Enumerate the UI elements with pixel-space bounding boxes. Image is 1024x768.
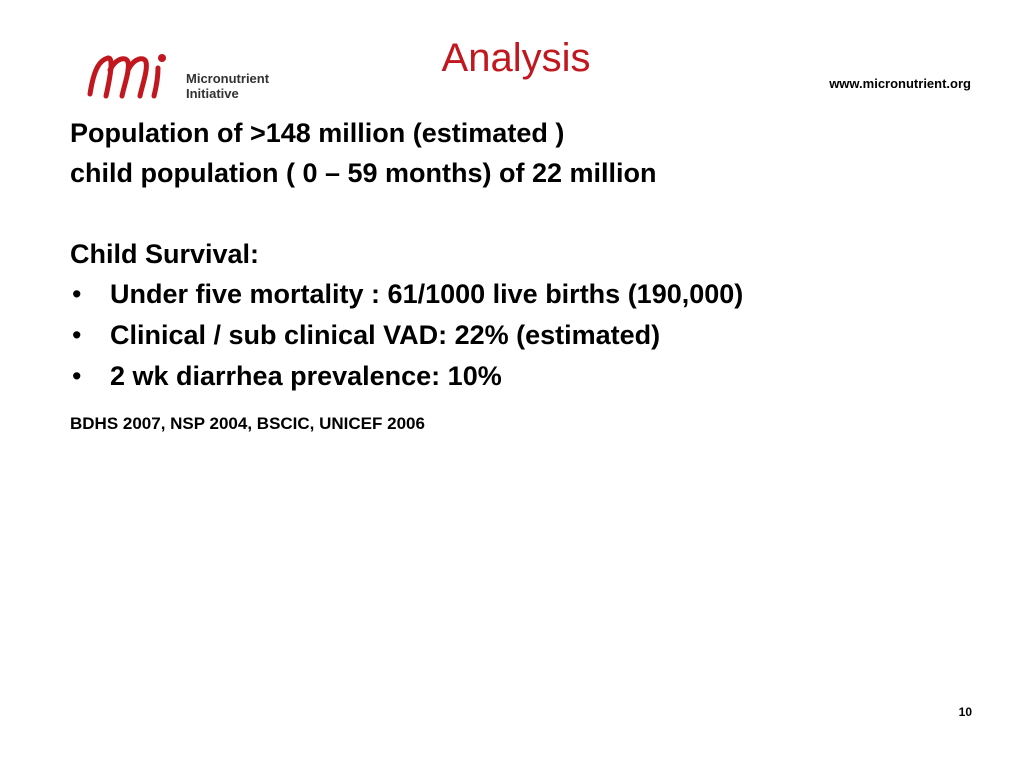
- slide-content: [70, 113, 970, 397]
- bullet-text: 2 wk diarrhea prevalence: 10%: [110, 361, 502, 391]
- bullet-list: [70, 274, 970, 397]
- section-heading: Child Survival:: [70, 239, 260, 269]
- page-number: 10: [958, 705, 972, 719]
- bullet-icon: •: [72, 279, 82, 309]
- logo-text-line1: Micronutrient: [186, 71, 270, 86]
- bullet-icon: •: [72, 320, 82, 350]
- logo-text-line2: Initiative: [186, 86, 239, 101]
- slide-title: Analysis: [441, 36, 591, 80]
- bullet-icon: •: [72, 361, 82, 391]
- website-url: www.micronutrient.org: [829, 76, 971, 91]
- spacer: [70, 193, 970, 234]
- bullet-text: Clinical / sub clinical VAD: 22% (estimated): [110, 320, 661, 350]
- bullet-item: [70, 356, 970, 397]
- bullet-item: [70, 315, 970, 356]
- source-citation: BDHS 2007, NSP 2004, BSCIC, UNICEF 2006: [70, 414, 425, 433]
- bullet-item: [70, 274, 970, 315]
- child-population-line: child population ( 0 – 59 months) of 22 million: [70, 158, 657, 188]
- population-line: Population of >148 million (estimated ): [70, 118, 565, 148]
- bullet-text: Under five mortality : 61/1000 live births (190,000): [110, 279, 744, 309]
